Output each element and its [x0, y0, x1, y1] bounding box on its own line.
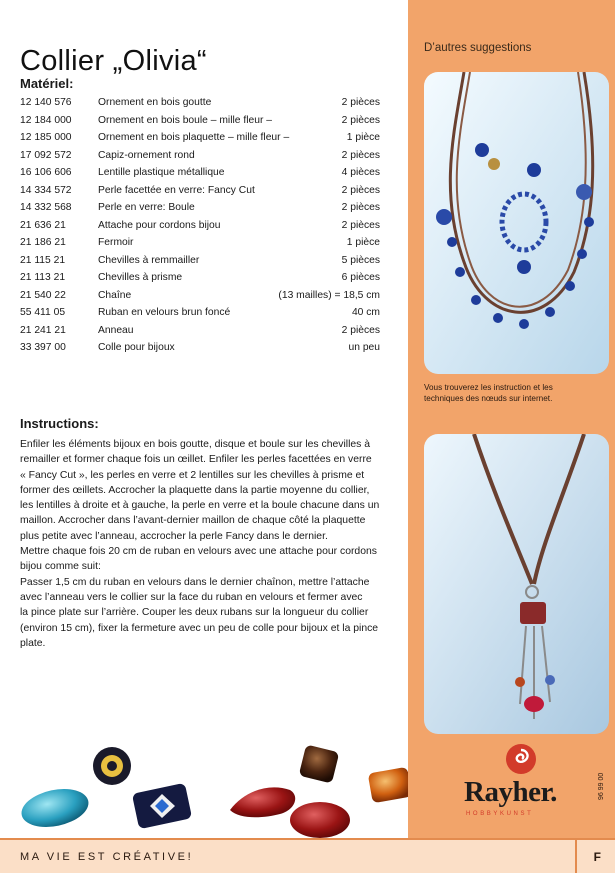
footer: [0, 838, 615, 873]
footer-separator: [575, 838, 577, 873]
suggestions-title: D’autres suggestions: [424, 42, 532, 54]
instructions-heading: Instructions:: [20, 416, 99, 431]
material-description: Capiz-ornement rond: [98, 149, 195, 161]
footer-slogan: MA VIE EST CRÉATIVE!: [20, 851, 194, 863]
pendant-photo: [424, 434, 609, 734]
material-code: 12 184 000: [20, 114, 72, 126]
material-description: Chaîne: [98, 289, 132, 301]
material-description: Lentille plastique métallique: [98, 167, 225, 178]
material-code: 21 241 21: [20, 324, 66, 336]
material-quantity: 2 pièces: [341, 184, 380, 196]
material-description: Ruban en velours brun foncé: [98, 307, 231, 318]
material-code: 21 636 21: [20, 219, 66, 231]
material-description: Fermoir: [98, 237, 134, 248]
material-row: [20, 129, 380, 147]
material-row: [20, 269, 380, 287]
material-description: Attache pour cordons bijou: [98, 219, 221, 231]
material-description: Ornement en bois goutte: [98, 97, 212, 108]
material-quantity: 6 pièces: [341, 272, 380, 283]
material-description: Anneau: [98, 324, 134, 336]
materials-list: [20, 94, 380, 357]
material-code: 21 186 21: [20, 237, 66, 248]
material-quantity: 2 pièces: [341, 202, 380, 213]
bead-millefleur-ball: [93, 747, 131, 785]
material-quantity: 2 pièces: [341, 149, 380, 161]
instructions-text: Enfiler les éléments bijoux en bois goutte, disque et boule sur les chevilles à remailler et former chaque fois un œillet. Enfiler les perles facettées en verre « Fancy Cut », les perles en verre et 2 lentilles sur les chevilles à prisme et former des œillets. Accrocher la plaquette dans la partie moyenne du collier, les lentilles à droite et à gauche, la perle en verre et la boule chacune dans un maillon. Accrocher dans l’avant-dernier maillon de chaque côté la plaquette plus petite avec l’anneau, accrocher la perle Fancy dans le dernier. Mettre chaque fois 20 cm de ruban en velours avec une attache pour cordons bijou comme suit: Passer 1,5 cm du ruban en velours dans le dernier chaînon, mettre l’attache avec l’anneau vers le collier sur la face du ruban en velours et fermer avec la pince plate sur l’arrière. Couper les deux rubans sur la longueur du collier (environ 15 cm), fixer la fermeture avec un peu de colle pour bijoux et la pince plate.: [20, 439, 380, 649]
material-code: 14 334 572: [20, 184, 72, 196]
bead-teal-glass: [18, 783, 92, 832]
material-row: [20, 339, 380, 357]
material-row: [20, 234, 380, 252]
material-description: Ornement en bois boule – mille fleur –: [98, 114, 272, 126]
material-quantity: 5 pièces: [341, 254, 380, 266]
material-row: [20, 217, 380, 235]
material-quantity: un peu: [348, 342, 380, 353]
material-row: [20, 322, 380, 340]
material-description: Perle en verre: Boule: [98, 202, 195, 213]
suggestions-caption: Vous trouverez les instruction et les techniques des nœuds sur internet.: [424, 383, 553, 403]
footer-divider: [0, 838, 615, 840]
material-quantity: 1 pièce: [346, 237, 380, 248]
material-row: [20, 304, 380, 322]
material-code: 55 411 05: [20, 307, 66, 318]
material-code: 21 115 21: [20, 254, 66, 266]
page-title: Collier „Olivia“: [20, 45, 207, 78]
bead-brown-faceted: [299, 744, 340, 783]
material-description: Perle facettée en verre: Fancy Cut: [98, 184, 255, 196]
materials-heading: Matériel:: [20, 76, 74, 91]
bead-red-drop: [230, 787, 295, 817]
material-quantity: 40 cm: [351, 307, 380, 318]
material-code: 14 332 568: [20, 202, 72, 213]
material-code: 21 113 21: [20, 272, 66, 283]
material-row: [20, 287, 380, 305]
material-row: [20, 199, 380, 217]
bead-millefleur-plaque: [132, 783, 192, 829]
material-description: Colle pour bijoux: [98, 342, 175, 353]
rayher-rose-icon: [504, 742, 538, 776]
page-letter: F: [593, 850, 601, 864]
material-quantity: 2 pièces: [341, 114, 380, 126]
material-code: 12 140 576: [20, 97, 72, 108]
material-description: Ornement en bois plaquette – mille fleur –: [98, 132, 290, 143]
article-number: 96 99 00: [598, 772, 605, 800]
material-quantity: (13 mailles) = 18,5 cm: [278, 289, 380, 301]
material-quantity: 4 pièces: [341, 167, 380, 178]
material-row: [20, 182, 380, 200]
sidebar: [408, 0, 615, 838]
material-quantity: 2 pièces: [341, 324, 380, 336]
material-row: [20, 94, 380, 112]
material-code: 21 540 22: [20, 289, 66, 301]
material-code: 33 397 00: [20, 342, 66, 353]
material-row: [20, 112, 380, 130]
material-code: 12 185 000: [20, 132, 72, 143]
logo-tagline: HOBBYKUNST: [466, 811, 534, 817]
material-code: 17 092 572: [20, 149, 72, 161]
beads-illustration: [0, 728, 408, 838]
necklace-photo: [424, 72, 609, 374]
material-quantity: 1 pièce: [346, 132, 380, 143]
material-row: [20, 147, 380, 165]
material-code: 16 106 606: [20, 167, 72, 178]
rayher-logo: [464, 748, 584, 823]
material-description: Chevilles à prisme: [98, 272, 183, 283]
bead-red-disc: [290, 802, 350, 838]
material-row: [20, 164, 380, 182]
material-quantity: 2 pièces: [341, 97, 380, 108]
material-description: Chevilles à remmailler: [98, 254, 200, 266]
logo-name: Rayher.: [464, 776, 557, 808]
bead-amber-faceted: [368, 767, 408, 803]
material-quantity: 2 pièces: [341, 219, 380, 231]
material-row: [20, 252, 380, 270]
